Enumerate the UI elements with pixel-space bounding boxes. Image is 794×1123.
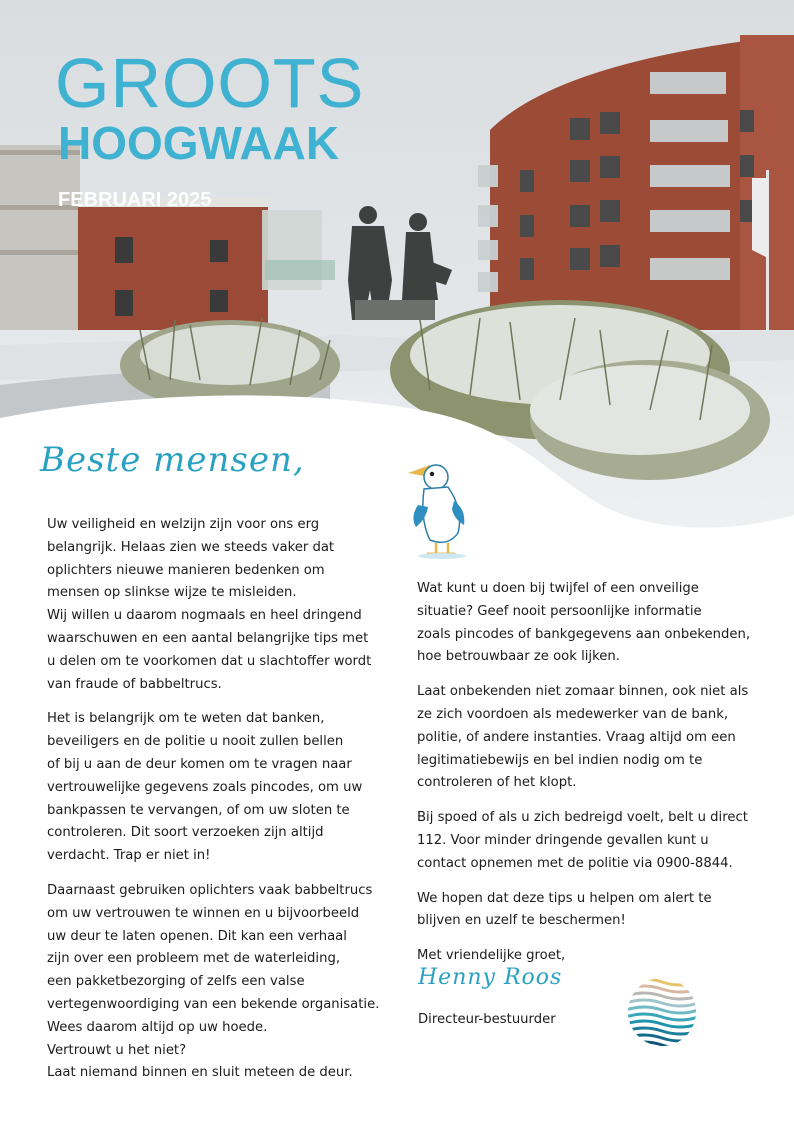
right-column: [417, 578, 757, 980]
wave-circle-logo-icon: [626, 976, 698, 1048]
masthead-title: GROOTS: [55, 44, 365, 122]
issue-date: FEBRUARI 2025: [58, 189, 212, 211]
signer-title: Directeur-bestuurder: [418, 1012, 556, 1027]
paragraph: Laat onbekenden niet zomaar binnen, ook niet als ze zich voordoen als medewerker van de bank, politie, of andere instanties. Vraag altijd om een legitimatiebewijs en bel indien nodig om te controleren of het klopt.: [417, 684, 749, 791]
masthead-subtitle: HOOGWAAK: [58, 117, 340, 169]
seagull-mascot-icon: [400, 455, 470, 560]
left-column: [47, 514, 382, 1097]
paragraph: Bij spoed of als u zich bedreigd voelt, belt u direct 112. Voor minder dringende gevallen kunt u contact opnemen met de politie via 0900-8844.: [417, 810, 748, 871]
closing: Met vriendelijke groet,: [417, 948, 566, 964]
paragraph: Wat kunt u doen bij twijfel of een onveilige situatie? Geef nooit persoonlijke informatie zoals pincodes of bankgegevens aan onbekenden, hoe betrouwbaar ze ook lijken.: [417, 581, 751, 665]
greeting: Beste mensen,: [40, 440, 305, 480]
paragraph: We hopen dat deze tips u helpen om alert te blijven en uzelf te beschermen!: [417, 890, 712, 929]
paragraph: Daarnaast gebruiken oplichters vaak babbeltrucs om uw vertrouwen te winnen en u bijvoorbeeld uw deur te laten openen. Dit kan een verhaal zijn over een probleem met de waterleiding, een pakketbezorging of zelfs een valse vertegenwoordiging van een bekende organisatie. Wees daarom altijd op uw hoede. Vertrouwt u het niet? Laat niemand binnen en sluit meteen de deur.: [47, 882, 380, 1081]
paragraph: Het is belangrijk om te weten dat banken, beveiligers en de politie u nooit zullen bellen of bij u aan de deur komen om te vragen naar vertrouwelijke gegevens zoals pincodes, om uw bankpassen te vervangen, of om uw sloten te controleren. Dit soort verzoeken zijn altijd verdacht. Trap er niet in!: [47, 711, 363, 864]
paragraph: Uw veiligheid en welzijn zijn voor ons erg belangrijk. Helaas zien we steeds vaker dat oplichters nieuwe manieren bedenken om mensen op slinkse wijze te misleiden. Wij willen u daarom nogmaals en heel dringend waarschuwen en een aantal belangrijke tips met u delen om te voorkomen dat u slachtoffer wordt van fraude of babbeltrucs.: [47, 517, 372, 692]
signature: Henny Roos: [418, 965, 563, 990]
